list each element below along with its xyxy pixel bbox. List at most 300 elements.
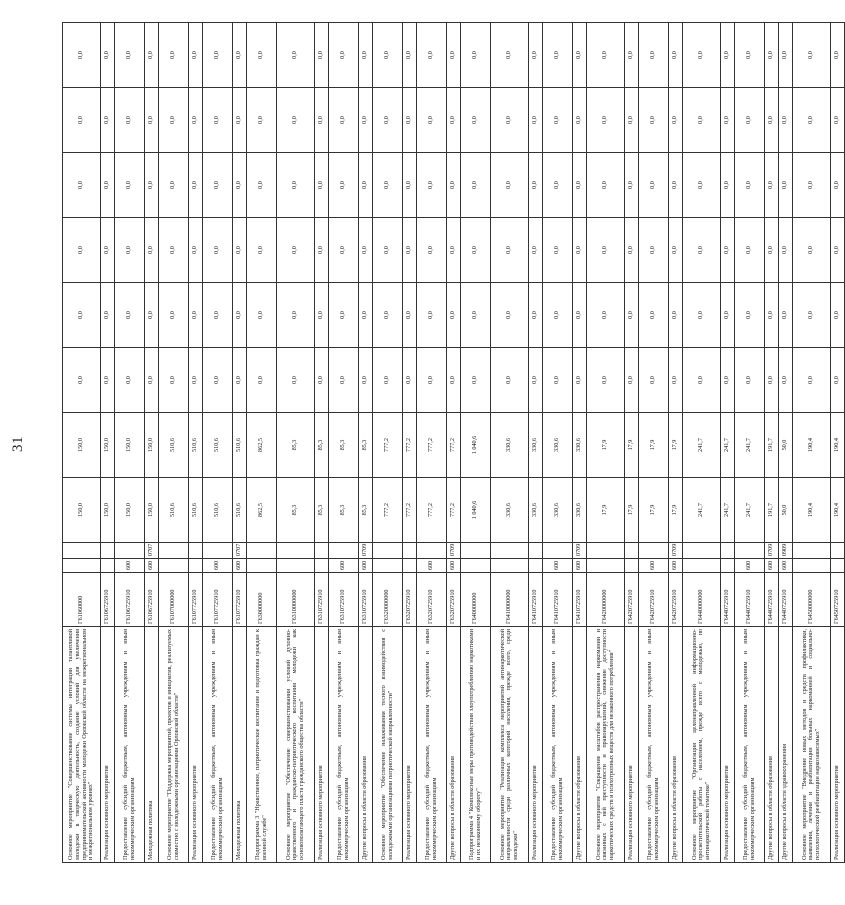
amount-cell: 0,0: [359, 153, 373, 218]
amount-cell: 0,0: [359, 348, 373, 413]
table-row: [529, 23, 543, 863]
rotated-table-sheet: [10, 25, 841, 863]
expense-type-cell: [491, 559, 529, 573]
section-cell: [329, 543, 359, 559]
amount-cell: 0,0: [203, 283, 233, 348]
amount-cell: 0,0: [247, 88, 277, 153]
amount-cell: 0,0: [417, 88, 447, 153]
amount-cell: 0,0: [587, 153, 625, 218]
amount-cell: 0,0: [587, 283, 625, 348]
section-cell: [403, 543, 417, 559]
amount-cell: 0,0: [491, 218, 529, 283]
row-name-cell: Основное мероприятие "Реализация комплекса мероприятий антинаркотической направленности среди различных категорий населения, прежде всего, среди молодежи": [491, 627, 529, 863]
amount-cell: 190,4: [831, 478, 845, 543]
amount-cell: 50,0: [779, 478, 793, 543]
section-cell: 0709: [447, 543, 461, 559]
amount-cell: 0,0: [491, 23, 529, 88]
expense-type-cell: [247, 559, 277, 573]
row-name-cell: Основное мероприятие "Поддержка мероприятий, проектов и инициатив, реализуемых совместно с молодежными организациями Орловской области": [159, 627, 189, 863]
amount-cell: 0,0: [779, 283, 793, 348]
amount-cell: 0,0: [101, 153, 115, 218]
amount-cell: 0,0: [277, 88, 315, 153]
row-name-cell: Предоставление субсидий бюджетным, автономным учреждениям и иным некоммерческим организациям: [417, 627, 447, 863]
section-cell: 0707: [233, 543, 247, 559]
amount-cell: 510,6: [189, 478, 203, 543]
amount-cell: 0,0: [587, 23, 625, 88]
row-name-cell: Предоставление субсидий бюджетным, автономным учреждениям и иным некоммерческим организациям: [639, 627, 669, 863]
expense-type-cell: 600: [669, 559, 683, 573]
amount-cell: 0,0: [329, 348, 359, 413]
amount-cell: 0,0: [491, 283, 529, 348]
amount-cell: 0,0: [779, 153, 793, 218]
target-article-cell: Г6410725910: [529, 573, 543, 627]
amount-cell: 0,0: [625, 348, 639, 413]
row-name-cell: Другие вопросы в области образования: [669, 627, 683, 863]
amount-cell: 0,0: [461, 23, 491, 88]
amount-cell: 0,0: [115, 153, 145, 218]
amount-cell: 0,0: [573, 23, 587, 88]
amount-cell: 190,4: [831, 413, 845, 478]
amount-cell: 0,0: [315, 218, 329, 283]
target-article-cell: Г6450725910: [831, 573, 845, 627]
amount-cell: 0,0: [373, 348, 403, 413]
table-row: [63, 23, 101, 863]
amount-cell: 0,0: [189, 153, 203, 218]
section-cell: 0709: [359, 543, 373, 559]
row-name-cell: Предоставление субсидий бюджетным, автономным учреждениям и иным некоммерческим организациям: [543, 627, 573, 863]
table-row: [491, 23, 529, 863]
amount-cell: 0,0: [115, 348, 145, 413]
section-cell: [543, 543, 573, 559]
expense-type-cell: 600: [417, 559, 447, 573]
row-name-cell: Основное мероприятие "Совершенствование системы интеграции талантливой молодежи в творческую деятельность, создание условий для увеличения предпринимательской активности молодежи Орловской области на межрегиональном и межрегиональном уровнях": [63, 627, 101, 863]
section-cell: [189, 543, 203, 559]
target-article-cell: Г6420725910: [669, 573, 683, 627]
table-row: [373, 23, 403, 863]
amount-cell: 17,9: [625, 478, 639, 543]
row-name-cell: Реализация основного мероприятия: [721, 627, 735, 863]
section-cell: [683, 543, 721, 559]
amount-cell: 0,0: [115, 283, 145, 348]
amount-cell: 190,4: [793, 413, 831, 478]
amount-cell: 0,0: [639, 88, 669, 153]
section-cell: [587, 543, 625, 559]
amount-cell: 0,0: [203, 153, 233, 218]
section-cell: [639, 543, 669, 559]
amount-cell: 0,0: [359, 88, 373, 153]
amount-cell: 0,0: [189, 348, 203, 413]
amount-cell: 17,9: [669, 413, 683, 478]
amount-cell: 0,0: [625, 283, 639, 348]
amount-cell: 0,0: [329, 23, 359, 88]
amount-cell: 0,0: [115, 88, 145, 153]
target-article-cell: Г6420725910: [625, 573, 639, 627]
table-row: [247, 23, 277, 863]
amount-cell: 0,0: [373, 283, 403, 348]
section-cell: [159, 543, 189, 559]
amount-cell: 0,0: [203, 88, 233, 153]
amount-cell: 0,0: [779, 218, 793, 283]
amount-cell: 0,0: [233, 283, 247, 348]
row-name-cell: Молодежная политика: [233, 627, 247, 863]
amount-cell: 0,0: [373, 23, 403, 88]
row-name-cell: Реализация основного мероприятия: [189, 627, 203, 863]
target-article-cell: Г630000000: [247, 573, 277, 627]
amount-cell: 0,0: [543, 283, 573, 348]
target-article-cell: Г6106725910: [115, 573, 145, 627]
amount-cell: 0,0: [831, 348, 845, 413]
amount-cell: 0,0: [315, 88, 329, 153]
table-row: [587, 23, 625, 863]
amount-cell: 0,0: [189, 218, 203, 283]
amount-cell: 0,0: [669, 153, 683, 218]
amount-cell: 330,6: [529, 478, 543, 543]
row-name-cell: Реализация основного мероприятия: [529, 627, 543, 863]
section-cell: [529, 543, 543, 559]
amount-cell: 0,0: [277, 153, 315, 218]
amount-cell: 150,0: [115, 413, 145, 478]
target-article-cell: Г640000000: [461, 573, 491, 627]
amount-cell: 0,0: [233, 218, 247, 283]
amount-cell: 0,0: [587, 348, 625, 413]
table-row: [233, 23, 247, 863]
amount-cell: 777,2: [447, 413, 461, 478]
section-cell: [625, 543, 639, 559]
table-row: [793, 23, 831, 863]
row-name-cell: Реализация основного мероприятия: [101, 627, 115, 863]
amount-cell: 0,0: [683, 88, 721, 153]
expense-type-cell: 600: [447, 559, 461, 573]
table-row: [329, 23, 359, 863]
amount-cell: 0,0: [277, 283, 315, 348]
amount-cell: 0,0: [277, 23, 315, 88]
amount-cell: 0,0: [793, 283, 831, 348]
table-row: [573, 23, 587, 863]
amount-cell: 0,0: [669, 218, 683, 283]
amount-cell: 0,0: [735, 23, 765, 88]
row-name-cell: Реализация основного мероприятия: [315, 627, 329, 863]
expense-type-cell: 600: [115, 559, 145, 573]
amount-cell: 0,0: [233, 88, 247, 153]
section-cell: [461, 543, 491, 559]
amount-cell: 0,0: [765, 283, 779, 348]
target-article-cell: Г6106725910: [101, 573, 115, 627]
amount-cell: 0,0: [373, 153, 403, 218]
table-row: [189, 23, 203, 863]
amount-cell: 0,0: [529, 23, 543, 88]
amount-cell: 0,0: [669, 348, 683, 413]
amount-cell: 241,7: [721, 478, 735, 543]
expense-type-cell: 600: [543, 559, 573, 573]
amount-cell: 0,0: [101, 23, 115, 88]
expense-type-cell: [831, 559, 845, 573]
row-name-cell: Другие вопросы в области образования: [765, 627, 779, 863]
row-name-cell: Предоставление субсидий бюджетным, автономным учреждениям и иным некоммерческим организациям: [735, 627, 765, 863]
amount-cell: 0,0: [329, 218, 359, 283]
amount-cell: 0,0: [529, 218, 543, 283]
amount-cell: 777,2: [417, 478, 447, 543]
amount-cell: 0,0: [373, 218, 403, 283]
amount-cell: 85,3: [277, 478, 315, 543]
amount-cell: 0,0: [403, 283, 417, 348]
expense-type-cell: 600: [735, 559, 765, 573]
amount-cell: 241,7: [735, 413, 765, 478]
amount-cell: 330,6: [491, 413, 529, 478]
target-article-cell: Г6440725910: [721, 573, 735, 627]
target-article-cell: Г6106725910: [145, 573, 159, 627]
amount-cell: 0,0: [63, 23, 101, 88]
amount-cell: 150,0: [101, 478, 115, 543]
amount-cell: 777,2: [417, 413, 447, 478]
amount-cell: 0,0: [765, 153, 779, 218]
table-row: [101, 23, 115, 863]
amount-cell: 0,0: [233, 348, 247, 413]
table-row: [639, 23, 669, 863]
amount-cell: 0,0: [373, 88, 403, 153]
table-row: [277, 23, 315, 863]
amount-cell: 0,0: [765, 218, 779, 283]
amount-cell: 0,0: [529, 88, 543, 153]
amount-cell: 0,0: [145, 88, 159, 153]
amount-cell: 0,0: [779, 23, 793, 88]
expense-type-cell: 600: [329, 559, 359, 573]
amount-cell: 777,2: [373, 478, 403, 543]
table-row: [203, 23, 233, 863]
amount-cell: 190,4: [793, 478, 831, 543]
amount-cell: 17,9: [639, 478, 669, 543]
target-article-cell: Г6310725910: [329, 573, 359, 627]
amount-cell: 0,0: [721, 88, 735, 153]
amount-cell: 85,3: [315, 478, 329, 543]
amount-cell: 0,0: [779, 348, 793, 413]
amount-cell: 241,7: [735, 478, 765, 543]
amount-cell: 0,0: [625, 88, 639, 153]
amount-cell: 0,0: [683, 23, 721, 88]
amount-cell: 0,0: [639, 153, 669, 218]
amount-cell: 0,0: [721, 153, 735, 218]
amount-cell: 0,0: [573, 283, 587, 348]
amount-cell: 510,6: [203, 478, 233, 543]
target-article-cell: Г6440000000: [683, 573, 721, 627]
amount-cell: 0,0: [543, 23, 573, 88]
budget-table: [62, 22, 845, 863]
amount-cell: 777,2: [403, 478, 417, 543]
amount-cell: 0,0: [233, 23, 247, 88]
section-cell: [417, 543, 447, 559]
expense-type-cell: [315, 559, 329, 573]
amount-cell: 0,0: [735, 88, 765, 153]
amount-cell: 85,3: [329, 413, 359, 478]
target-article-cell: Г6320725910: [417, 573, 447, 627]
row-name-cell: Подпрограмма 3 "Нравственное, патриотическое воспитание и подготовка граждан к военной службе": [247, 627, 277, 863]
expense-type-cell: [793, 559, 831, 573]
target-article-cell: Г6320725910: [447, 573, 461, 627]
amount-cell: 0,0: [793, 348, 831, 413]
amount-cell: 0,0: [189, 88, 203, 153]
expense-type-cell: [529, 559, 543, 573]
amount-cell: 0,0: [403, 218, 417, 283]
amount-cell: 241,7: [683, 478, 721, 543]
amount-cell: 0,0: [203, 23, 233, 88]
expense-type-cell: [461, 559, 491, 573]
target-article-cell: Г61060000: [63, 573, 101, 627]
target-article-cell: Г6107000000: [159, 573, 189, 627]
amount-cell: 0,0: [543, 348, 573, 413]
amount-cell: 0,0: [417, 283, 447, 348]
row-name-cell: Предоставление субсидий бюджетным, автономным учреждениям и иным некоммерческим организациям: [115, 627, 145, 863]
amount-cell: 0,0: [63, 283, 101, 348]
target-article-cell: Г6410725910: [543, 573, 573, 627]
amount-cell: 0,0: [63, 218, 101, 283]
amount-cell: 0,0: [63, 348, 101, 413]
amount-cell: 0,0: [277, 348, 315, 413]
amount-cell: 0,0: [447, 153, 461, 218]
row-name-cell: Основное мероприятие "Обеспечение совершенствования условий духовно-нравственного и гражданско-патриотического воспитания молодежи как основополагающего пласта гражданского общества области": [277, 627, 315, 863]
amount-cell: 17,9: [669, 478, 683, 543]
amount-cell: 0,0: [491, 88, 529, 153]
amount-cell: 17,9: [587, 478, 625, 543]
amount-cell: 191,7: [765, 478, 779, 543]
amount-cell: 0,0: [721, 23, 735, 88]
amount-cell: 0,0: [315, 153, 329, 218]
row-name-cell: Основное мероприятие "Сокращение масштабов распространения наркомании и связанных с ней преступности и правонарушений, снижение доступности наркотических средств и психотропных веществ для незаконного потребления": [587, 627, 625, 863]
amount-cell: 0,0: [417, 348, 447, 413]
page-number: 31: [10, 436, 26, 452]
table-body: [63, 23, 845, 863]
amount-cell: 241,7: [721, 413, 735, 478]
table-row: [115, 23, 145, 863]
section-cell: [831, 543, 845, 559]
amount-cell: 0,0: [145, 23, 159, 88]
expense-type-cell: [189, 559, 203, 573]
amount-cell: 510,6: [189, 413, 203, 478]
amount-cell: 0,0: [447, 88, 461, 153]
amount-cell: 85,3: [359, 413, 373, 478]
amount-cell: 0,0: [721, 283, 735, 348]
target-article-cell: Г6310725910: [359, 573, 373, 627]
section-cell: [247, 543, 277, 559]
amount-cell: 0,0: [403, 88, 417, 153]
row-name-cell: Молодежная политика: [145, 627, 159, 863]
amount-cell: 0,0: [793, 88, 831, 153]
amount-cell: 0,0: [447, 23, 461, 88]
expense-type-cell: [625, 559, 639, 573]
amount-cell: 85,3: [277, 413, 315, 478]
amount-cell: 0,0: [721, 218, 735, 283]
amount-cell: 0,0: [101, 218, 115, 283]
table-row: [735, 23, 765, 863]
expense-type-cell: [277, 559, 315, 573]
row-name-cell: Подпрограмма 4 "Комплексные меры противодействия злоупотреблению наркотиками и их незаконному обороту": [461, 627, 491, 863]
amount-cell: 0,0: [159, 218, 189, 283]
target-article-cell: Г6410000000: [491, 573, 529, 627]
expense-type-cell: 600: [145, 559, 159, 573]
amount-cell: 510,6: [233, 413, 247, 478]
table-row: [721, 23, 735, 863]
amount-cell: 191,7: [765, 413, 779, 478]
expense-type-cell: [587, 559, 625, 573]
amount-cell: 0,0: [765, 348, 779, 413]
section-cell: [721, 543, 735, 559]
amount-cell: 0,0: [461, 283, 491, 348]
amount-cell: 0,0: [461, 218, 491, 283]
target-article-cell: Г6107725910: [233, 573, 247, 627]
target-article-cell: Г6440725910: [735, 573, 765, 627]
amount-cell: 0,0: [447, 283, 461, 348]
amount-cell: 17,9: [587, 413, 625, 478]
target-article-cell: Г6420725910: [639, 573, 669, 627]
table-row: [765, 23, 779, 863]
table-row: [625, 23, 639, 863]
amount-cell: 330,6: [491, 478, 529, 543]
amount-cell: 0,0: [491, 348, 529, 413]
amount-cell: 0,0: [573, 153, 587, 218]
amount-cell: 0,0: [735, 283, 765, 348]
target-article-cell: Г6310000000: [277, 573, 315, 627]
amount-cell: 0,0: [639, 218, 669, 283]
table-row: [683, 23, 721, 863]
amount-cell: 0,0: [779, 88, 793, 153]
table-row: [145, 23, 159, 863]
row-name-cell: Основное мероприятие "Организация целенаправленной информационно-просветительской работы с населением, прежде всего с молодежью, по антинаркотической тематике": [683, 627, 721, 863]
section-cell: [277, 543, 315, 559]
amount-cell: 85,3: [329, 478, 359, 543]
table-row: [417, 23, 447, 863]
expense-type-cell: 600: [639, 559, 669, 573]
amount-cell: 0,0: [543, 88, 573, 153]
amount-cell: 0,0: [625, 153, 639, 218]
expense-type-cell: [373, 559, 403, 573]
amount-cell: 0,0: [529, 283, 543, 348]
amount-cell: 330,6: [529, 413, 543, 478]
amount-cell: 150,0: [63, 413, 101, 478]
amount-cell: 0,0: [159, 283, 189, 348]
amount-cell: 0,0: [793, 23, 831, 88]
amount-cell: 330,6: [543, 413, 573, 478]
amount-cell: 0,0: [793, 218, 831, 283]
amount-cell: 85,3: [315, 413, 329, 478]
amount-cell: 0,0: [145, 283, 159, 348]
table-row: [669, 23, 683, 863]
expense-type-cell: [101, 559, 115, 573]
amount-cell: 0,0: [189, 23, 203, 88]
amount-cell: 0,0: [403, 348, 417, 413]
amount-cell: 0,0: [233, 153, 247, 218]
amount-cell: 0,0: [543, 218, 573, 283]
expense-type-cell: 600: [359, 559, 373, 573]
amount-cell: 777,2: [373, 413, 403, 478]
amount-cell: 0,0: [203, 348, 233, 413]
amount-cell: 0,0: [159, 348, 189, 413]
amount-cell: 0,0: [359, 218, 373, 283]
section-cell: 0909: [779, 543, 793, 559]
amount-cell: 1 040,6: [461, 478, 491, 543]
section-cell: [373, 543, 403, 559]
amount-cell: 0,0: [735, 218, 765, 283]
table-row: [831, 23, 845, 863]
expense-type-cell: 600: [573, 559, 587, 573]
amount-cell: 0,0: [447, 218, 461, 283]
amount-cell: 0,0: [491, 153, 529, 218]
amount-cell: 0,0: [831, 88, 845, 153]
amount-cell: 0,0: [639, 348, 669, 413]
target-article-cell: Г6107725910: [203, 573, 233, 627]
target-article-cell: Г6320725910: [403, 573, 417, 627]
row-name-cell: Реализация основного мероприятия: [403, 627, 417, 863]
amount-cell: 17,9: [639, 413, 669, 478]
table-row: [461, 23, 491, 863]
amount-cell: 777,2: [447, 478, 461, 543]
